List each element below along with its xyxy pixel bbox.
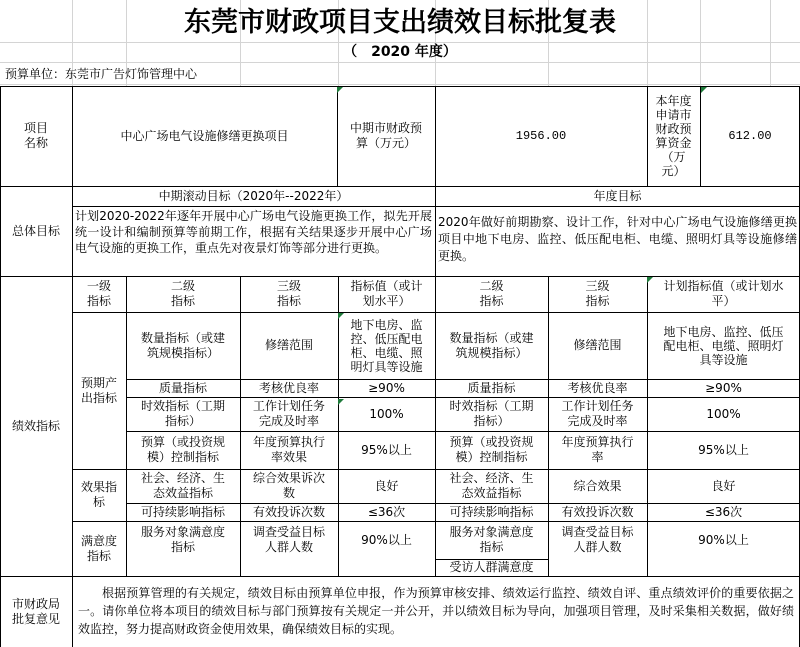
indicator-value-year: 地下电房、监控、低压 配电柜、电缆、照明灯 具等设施 [663, 324, 784, 367]
header-value-year: 计划指标值（或计划水 平） [663, 279, 784, 308]
mid-budget-value: 1956.00 [515, 128, 567, 143]
mid-goal-text: 计划2020-2022年逐年开展中心广场电气设施更换工作，拟先开展统一设计和编制预算等前期工作，根据有关结果逐步开展中心广场电气设施的更换工作，重点先对夜景灯饰等部分进行更换。 [75, 209, 432, 255]
overall-goal-label: 总体目标 [11, 223, 60, 238]
header-level2-year: 二级 指标 [479, 279, 504, 308]
extra-level2-year: 受访人群满意度 [449, 560, 534, 574]
annual-budget-value: 612.00 [728, 128, 772, 143]
year-goal-header: 年度目标 [593, 188, 642, 203]
indicator-value-year: ≤36次 [704, 504, 743, 519]
comment-marker [647, 277, 653, 283]
annual-budget-label: 本年度 申请市 财政预 算资金 （万 元） [655, 94, 692, 178]
mid-goal-header: 中期滚动目标（2020年--2022年） [158, 188, 349, 203]
fiscal-year: （ 2020 年度） [343, 43, 457, 60]
perf-label: 绩效指标 [11, 418, 60, 433]
indicator-level2: 社会、经济、生 态效益指标 [140, 471, 225, 500]
indicator-level2-year: 质量指标 [467, 380, 516, 395]
indicator-level3-year: 综合效果 [573, 478, 622, 493]
header-level2: 二级 指标 [170, 279, 195, 308]
indicator-level3-year: 工作计划任务 完成及时率 [561, 399, 634, 428]
indicator-value-year: 95%以上 [698, 442, 749, 457]
indicator-level3-year: 调查受益目标 人群人数 [561, 525, 634, 554]
comment-marker [701, 87, 707, 93]
indicator-level3: 综合效果诉次 数 [252, 471, 325, 500]
indicator-level2: 时效指标（工期 指标） [140, 399, 225, 428]
indicator-level2-year: 时效指标（工期 指标） [449, 399, 534, 428]
indicator-value-mid: 100% [369, 406, 404, 421]
indicator-level2: 可持续影响指标 [140, 504, 225, 519]
indicator-level2-year: 社会、经济、生 态效益指标 [449, 471, 534, 500]
group-satisfaction-label: 满意度 指标 [80, 533, 117, 563]
indicator-value-year: 良好 [711, 478, 736, 493]
indicator-level3-year: 考核优良率 [567, 380, 628, 395]
comment-marker [337, 87, 343, 93]
indicator-level2: 服务对象满意度 指标 [140, 525, 225, 554]
indicator-level3: 有效投诉次数 [252, 504, 325, 519]
header-level3: 三级 指标 [276, 279, 301, 308]
indicator-value-mid: 良好 [374, 478, 399, 493]
indicator-value-mid: ≤36次 [367, 504, 406, 519]
indicator-level3: 调查受益目标 人群人数 [252, 525, 325, 554]
indicator-value-year: 100% [706, 406, 741, 421]
group-output-label: 预期产 出指标 [80, 375, 117, 405]
indicator-level3: 考核优良率 [258, 380, 319, 395]
indicator-value-mid: 地下电房、监 控、低压配电 柜、电缆、照 明灯具等设施 [350, 317, 423, 374]
indicator-level3: 工作计划任务 完成及时率 [252, 399, 325, 428]
year-goal-text: 2020年做好前期勘察、设计工作，针对中心广场电气设施修缮更换项目中地下电房、监控、低压配电柜、电缆、照明灯具等设施修缮更换。 [438, 215, 797, 263]
indicator-level3: 年度预算执行 率效果 [252, 435, 325, 464]
header-level3-year: 三级 指标 [585, 279, 610, 308]
indicator-value-year: 90%以上 [698, 532, 749, 547]
comment-marker [338, 399, 344, 405]
mid-budget-label: 中期市财政预 算（万元） [349, 121, 422, 150]
gridline [0, 84, 800, 85]
indicator-level2-year: 可持续影响指标 [449, 504, 534, 519]
header-value-mid: 指标值（或计 划水平） [350, 279, 423, 308]
indicator-level3-year: 年度预算执行 率 [561, 435, 634, 464]
project-name-value: 中心广场电气设施修缮更换项目 [120, 128, 289, 143]
indicator-level2: 数量指标（或建 筑规模指标） [140, 330, 225, 360]
review-text: 根据预算管理的有关规定，绩效目标由预算单位申报，作为预算审核安排、绩效运行监控、绩效自评、重点绩效评价的重要依据之一。请你单位将本项目的绩效目标与部门预算按有关规定一并公开，并以绩效目标为导向，加强项目管理，及时采集相关数据，做好绩效监控，努力提高财政资金使用效果，确保绩效目标的实现。 [78, 586, 794, 636]
indicator-level2-year: 数量指标（或建 筑规模指标） [449, 330, 534, 360]
review-label: 市财政局 批复意见 [11, 596, 60, 626]
header-level1: 一级 指标 [86, 279, 111, 308]
indicator-value-mid: 95%以上 [361, 442, 412, 457]
project-name-label: 项目 名称 [23, 121, 48, 150]
indicator-level3-year: 有效投诉次数 [561, 504, 634, 519]
indicator-value-mid: ≥90% [368, 380, 405, 395]
gridline [0, 62, 800, 63]
comment-marker [338, 313, 344, 319]
indicator-level3: 修缮范围 [264, 338, 313, 352]
indicator-value-year: ≥90% [705, 380, 742, 395]
indicator-level2: 质量指标 [158, 380, 207, 395]
indicator-level3-year: 修缮范围 [573, 338, 622, 352]
indicator-level2-year: 预算（或投资规 模）控制指标 [449, 435, 534, 464]
budget-unit: 预算单位：东莞市广告灯饰管理中心 [5, 66, 198, 81]
indicator-level2: 预算（或投资规 模）控制指标 [140, 435, 225, 464]
indicator-level2-year: 服务对象满意度 指标 [449, 525, 534, 554]
page-title: 东莞市财政项目支出绩效目标批复表 [184, 7, 616, 37]
indicator-value-mid: 90%以上 [361, 532, 412, 547]
group-effect-label: 效果指 标 [80, 480, 117, 509]
